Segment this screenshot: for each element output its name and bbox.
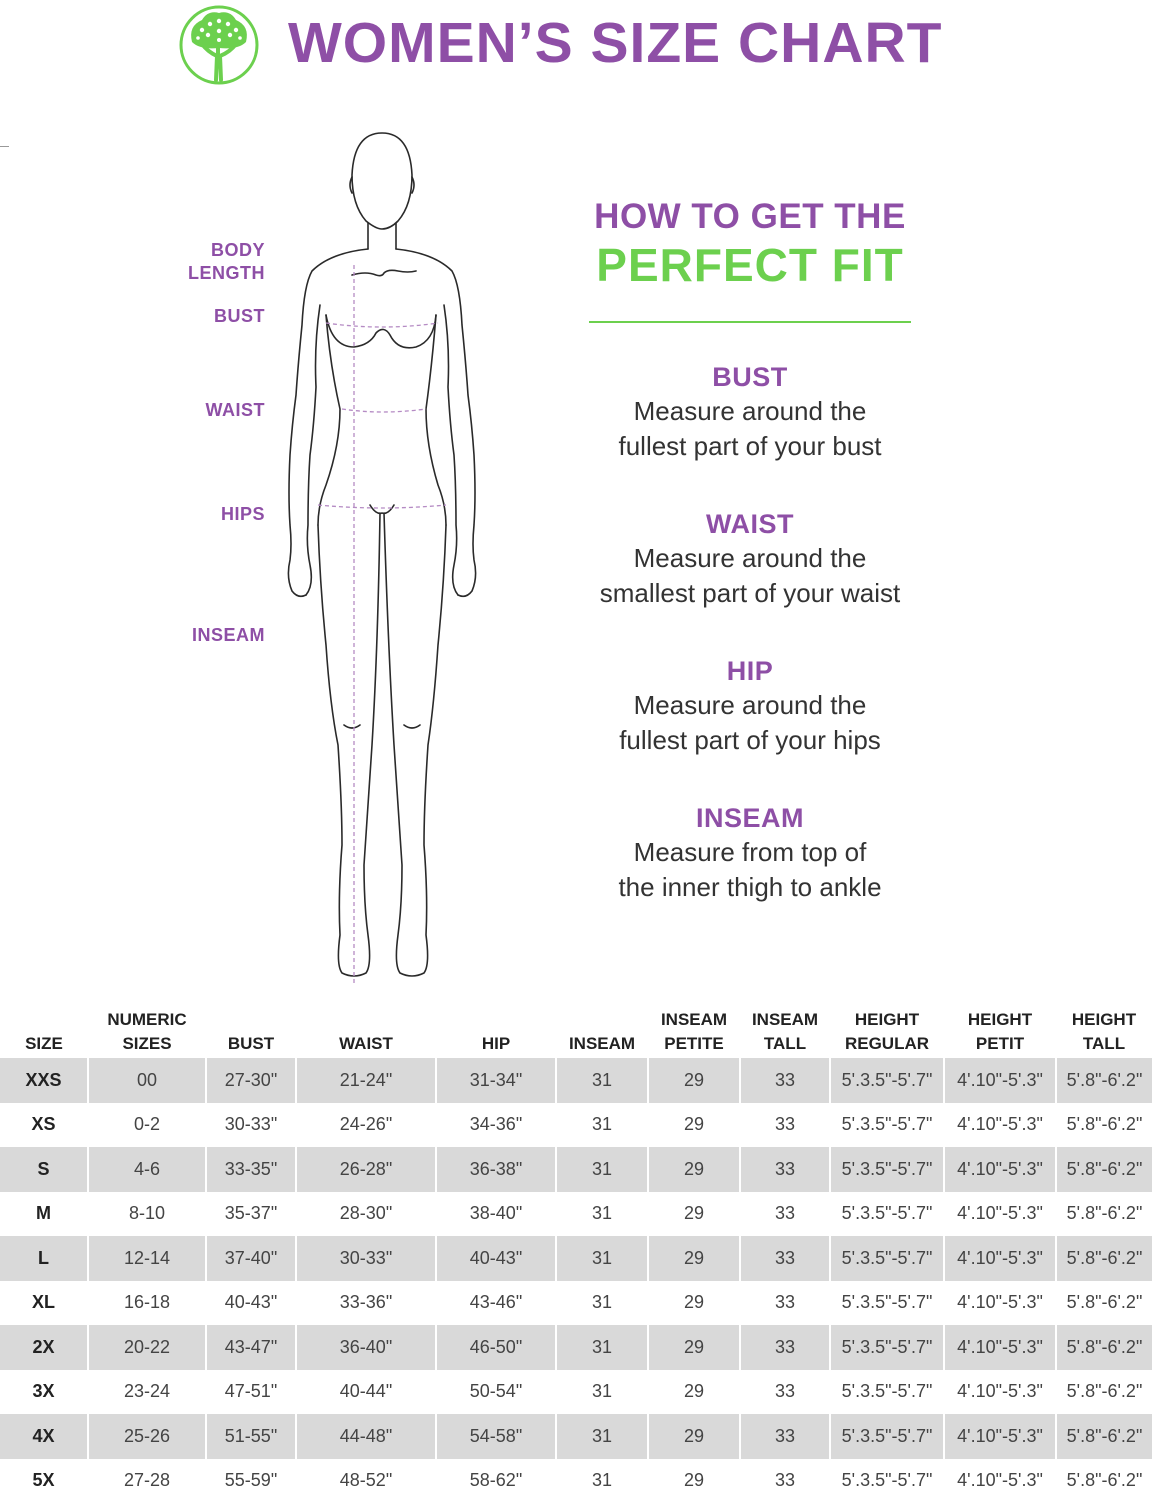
table-cell: 5'.8"-6'.2": [1056, 1281, 1152, 1326]
table-cell: 5'.3.5"-5'.7": [830, 1370, 944, 1415]
table-cell: 5'.3.5"-5'.7": [830, 1459, 944, 1503]
table-cell: 5'.3.5"-5'.7": [830, 1236, 944, 1281]
column-header: [436, 1008, 556, 1058]
column-header: [648, 1008, 740, 1058]
table-cell: 47-51": [206, 1370, 296, 1415]
measure-title: WAIST: [560, 507, 940, 541]
table-cell: 43-47": [206, 1325, 296, 1370]
column-header: [944, 1008, 1056, 1058]
body-length-label-line2: LENGTH: [188, 262, 265, 285]
table-cell: 31: [556, 1192, 648, 1237]
table-cell: 33: [740, 1370, 830, 1415]
table-cell: 33-36": [296, 1281, 436, 1326]
waist-label: WAIST: [206, 399, 266, 422]
table-row: [0, 1147, 1152, 1192]
column-header-line1: HEIGHT: [1056, 1008, 1152, 1032]
measure-text: Measure from top of: [560, 835, 940, 870]
table-cell: 5'.3.5"-5'.7": [830, 1103, 944, 1148]
table-cell: 43-46": [436, 1281, 556, 1326]
table-cell: 5'.8"-6'.2": [1056, 1325, 1152, 1370]
table-cell: 40-44": [296, 1370, 436, 1415]
table-cell: 4'.10"-5'.3": [944, 1459, 1056, 1503]
measure-bust: [560, 360, 940, 464]
measure-text: the inner thigh to ankle: [560, 870, 940, 905]
column-header-line2: TALL: [740, 1032, 830, 1056]
table-cell: 23-24: [88, 1370, 206, 1415]
table-cell: 5'.8"-6'.2": [1056, 1192, 1152, 1237]
size-cell: 2X: [0, 1325, 88, 1370]
table-cell: 30-33": [296, 1236, 436, 1281]
edge-tick: [0, 146, 9, 147]
column-header-line2: TALL: [1056, 1032, 1152, 1056]
column-header-line1: SIZE: [0, 1032, 88, 1056]
fit-guide-panel: [560, 195, 940, 323]
size-cell: XS: [0, 1103, 88, 1148]
table-cell: 31: [556, 1370, 648, 1415]
table-cell: 29: [648, 1281, 740, 1326]
table-row: [0, 1236, 1152, 1281]
table-cell: 25-26: [88, 1414, 206, 1459]
table-cell: 26-28": [296, 1147, 436, 1192]
table-cell: 33: [740, 1325, 830, 1370]
table-cell: 5'.8"-6'.2": [1056, 1147, 1152, 1192]
measure-title: HIP: [560, 654, 940, 688]
size-cell: XXS: [0, 1058, 88, 1103]
table-cell: 29: [648, 1103, 740, 1148]
table-cell: 4'.10"-5'.3": [944, 1147, 1056, 1192]
column-header-line1: INSEAM: [740, 1008, 830, 1032]
table-cell: 33: [740, 1058, 830, 1103]
table-cell: 29: [648, 1459, 740, 1503]
table-cell: 40-43": [436, 1236, 556, 1281]
table-cell: 5'.3.5"-5'.7": [830, 1414, 944, 1459]
column-header-line1: HEIGHT: [830, 1008, 944, 1032]
measure-hip: [560, 654, 940, 758]
table-row: [0, 1103, 1152, 1148]
measure-text: fullest part of your hips: [560, 723, 940, 758]
table-cell: 29: [648, 1192, 740, 1237]
bust-label: BUST: [214, 305, 265, 328]
table-cell: 4'.10"-5'.3": [944, 1236, 1056, 1281]
table-cell: 0-2: [88, 1103, 206, 1148]
column-header: [830, 1008, 944, 1058]
table-cell: 5'.3.5"-5'.7": [830, 1147, 944, 1192]
measure-waist: [560, 507, 940, 611]
measure-inseam: [560, 801, 940, 905]
table-cell: 4-6: [88, 1147, 206, 1192]
table-cell: 4'.10"-5'.3": [944, 1325, 1056, 1370]
column-header-line2: PETITE: [648, 1032, 740, 1056]
column-header-line1: WAIST: [296, 1032, 436, 1056]
table-cell: 29: [648, 1414, 740, 1459]
table-cell: 5'.8"-6'.2": [1056, 1459, 1152, 1503]
table-cell: 48-52": [296, 1459, 436, 1503]
table-cell: 5'.8"-6'.2": [1056, 1414, 1152, 1459]
table-cell: 35-37": [206, 1192, 296, 1237]
table-body: [0, 1058, 1152, 1503]
table-cell: 16-18: [88, 1281, 206, 1326]
fit-divider: [589, 321, 911, 323]
table-cell: 31: [556, 1325, 648, 1370]
measure-title: BUST: [560, 360, 940, 394]
table-cell: 28-30": [296, 1192, 436, 1237]
table-cell: 00: [88, 1058, 206, 1103]
size-cell: S: [0, 1147, 88, 1192]
column-header-line2: SIZES: [88, 1032, 206, 1056]
table-cell: 5'.3.5"-5'.7": [830, 1281, 944, 1326]
table-cell: 31: [556, 1281, 648, 1326]
table-cell: 20-22: [88, 1325, 206, 1370]
fit-heading-line1: HOW TO GET THE: [560, 195, 940, 239]
table-cell: 5'.8"-6'.2": [1056, 1103, 1152, 1148]
table-cell: 31: [556, 1147, 648, 1192]
table-cell: 34-36": [436, 1103, 556, 1148]
measure-text: Measure around the: [560, 394, 940, 429]
column-header: [206, 1008, 296, 1058]
measure-text: fullest part of your bust: [560, 429, 940, 464]
table-cell: 33: [740, 1459, 830, 1503]
table-cell: 4'.10"-5'.3": [944, 1058, 1056, 1103]
table-cell: 38-40": [436, 1192, 556, 1237]
column-header-line2: PETIT: [944, 1032, 1056, 1056]
table-cell: 31: [556, 1236, 648, 1281]
table-cell: 54-58": [436, 1414, 556, 1459]
table-cell: 31: [556, 1103, 648, 1148]
size-cell: 5X: [0, 1459, 88, 1503]
table-row: [0, 1414, 1152, 1459]
tree-logo-icon: [178, 4, 260, 86]
table-cell: 33: [740, 1103, 830, 1148]
table-cell: 5'.3.5"-5'.7": [830, 1192, 944, 1237]
table-cell: 27-28: [88, 1459, 206, 1503]
table-cell: 8-10: [88, 1192, 206, 1237]
table-cell: 31: [556, 1058, 648, 1103]
column-header-line1: NUMERIC: [88, 1008, 206, 1032]
table-cell: 36-40": [296, 1325, 436, 1370]
table-cell: 50-54": [436, 1370, 556, 1415]
table-cell: 29: [648, 1370, 740, 1415]
column-header-line2: REGULAR: [830, 1032, 944, 1056]
table-cell: 5'.3.5"-5'.7": [830, 1058, 944, 1103]
table-cell: 5'.8"-6'.2": [1056, 1236, 1152, 1281]
table-cell: 4'.10"-5'.3": [944, 1103, 1056, 1148]
table-cell: 5'.8"-6'.2": [1056, 1058, 1152, 1103]
column-header-line1: HIP: [436, 1032, 556, 1056]
table-cell: 33: [740, 1147, 830, 1192]
table-row: [0, 1459, 1152, 1503]
table-row: [0, 1058, 1152, 1103]
table-cell: 36-38": [436, 1147, 556, 1192]
table-cell: 33-35": [206, 1147, 296, 1192]
size-cell: 3X: [0, 1370, 88, 1415]
column-header: [740, 1008, 830, 1058]
measure-text: Measure around the: [560, 688, 940, 723]
table-cell: 29: [648, 1147, 740, 1192]
table-cell: 31: [556, 1459, 648, 1503]
table-cell: 12-14: [88, 1236, 206, 1281]
table-cell: 4'.10"-5'.3": [944, 1192, 1056, 1237]
table-cell: 44-48": [296, 1414, 436, 1459]
table-cell: 29: [648, 1058, 740, 1103]
column-header-line1: BUST: [206, 1032, 296, 1056]
table-row: [0, 1370, 1152, 1415]
column-header-line1: INSEAM: [648, 1008, 740, 1032]
measure-text: smallest part of your waist: [560, 576, 940, 611]
table-row: [0, 1281, 1152, 1326]
size-cell: XL: [0, 1281, 88, 1326]
page-title: WOMEN’S SIZE CHART: [288, 10, 943, 76]
size-table: [0, 1008, 1152, 1503]
table-cell: 31-34": [436, 1058, 556, 1103]
table-cell: 31: [556, 1414, 648, 1459]
size-cell: 4X: [0, 1414, 88, 1459]
table-cell: 5'.3.5"-5'.7": [830, 1325, 944, 1370]
table-cell: 40-43": [206, 1281, 296, 1326]
table-cell: 46-50": [436, 1325, 556, 1370]
table-cell: 37-40": [206, 1236, 296, 1281]
body-length-label: [188, 239, 265, 285]
table-cell: 4'.10"-5'.3": [944, 1281, 1056, 1326]
table-header-row: [0, 1008, 1152, 1058]
table-cell: 29: [648, 1236, 740, 1281]
table-cell: 5'.8"-6'.2": [1056, 1370, 1152, 1415]
size-cell: M: [0, 1192, 88, 1237]
column-header: [88, 1008, 206, 1058]
column-header-line1: INSEAM: [556, 1032, 648, 1056]
table-cell: 58-62": [436, 1459, 556, 1503]
table-cell: 4'.10"-5'.3": [944, 1370, 1056, 1415]
table-cell: 29: [648, 1325, 740, 1370]
measure-text: Measure around the: [560, 541, 940, 576]
measure-title: INSEAM: [560, 801, 940, 835]
body-figure-illustration: [280, 125, 490, 985]
column-header: [556, 1008, 648, 1058]
table-cell: 24-26": [296, 1103, 436, 1148]
table-cell: 4'.10"-5'.3": [944, 1414, 1056, 1459]
table-cell: 51-55": [206, 1414, 296, 1459]
size-cell: L: [0, 1236, 88, 1281]
column-header: [296, 1008, 436, 1058]
column-header: [1056, 1008, 1152, 1058]
fit-heading-line2: PERFECT FIT: [560, 239, 940, 291]
table-cell: 27-30": [206, 1058, 296, 1103]
table-cell: 33: [740, 1192, 830, 1237]
header: [0, 0, 1152, 95]
table-cell: 30-33": [206, 1103, 296, 1148]
body-length-label-line1: BODY: [188, 239, 265, 262]
table-cell: 33: [740, 1414, 830, 1459]
inseam-label: INSEAM: [192, 624, 265, 647]
table-cell: 55-59": [206, 1459, 296, 1503]
hips-label: HIPS: [221, 503, 265, 526]
table-cell: 21-24": [296, 1058, 436, 1103]
column-header: [0, 1008, 88, 1058]
table-row: [0, 1325, 1152, 1370]
table-cell: 33: [740, 1281, 830, 1326]
column-header-line1: HEIGHT: [944, 1008, 1056, 1032]
table-cell: 33: [740, 1236, 830, 1281]
table-row: [0, 1192, 1152, 1237]
